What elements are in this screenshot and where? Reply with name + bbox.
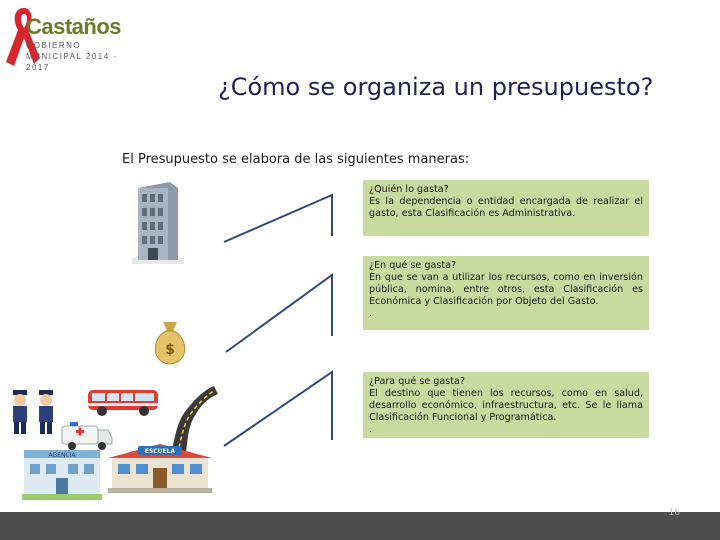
classification-question: ¿Quién lo gasta?: [369, 184, 449, 195]
connector-line-2: [226, 275, 332, 352]
connector-line-3: [224, 372, 332, 446]
classification-box-administrativa: [363, 180, 649, 236]
classification-dot: .: [369, 424, 373, 435]
school-sign: ESCUELA: [144, 448, 176, 455]
page-subtitle: El Presupuesto se elabora de las siguientes maneras:: [122, 152, 470, 167]
classification-text: En que se van a utilizar los recursos, como en inversión pública, nomina, entre otros, esta Clasificación es Económica y Clasificación por Objeto del Gasto.: [369, 272, 643, 307]
footer-bar: [0, 512, 720, 540]
connector-line-1: [224, 195, 332, 242]
classification-dot: .: [369, 308, 373, 319]
classification-question: ¿Para qué se gasta?: [369, 376, 465, 387]
hospital-sign: AGENCIA: [48, 452, 76, 459]
page-number: 16: [668, 508, 680, 518]
classification-box-funcional: [363, 372, 649, 438]
police-officers-icon: [8, 386, 60, 436]
classification-question: ¿En qué se gasta?: [369, 260, 457, 271]
money-bag-icon: [146, 318, 194, 368]
classification-text: El destino que tienen los recursos, como en salud, desarrollo económico, infraestructura, etc. Se le llama Clasificación Funcional y Programática.: [369, 388, 643, 423]
office-building-icon: [130, 180, 186, 266]
logo-tagline: GOBIERNO MUNICIPAL 2014 - 2017: [26, 41, 118, 72]
logo-brand: Castaños: [26, 14, 122, 39]
classification-text: Es la dependencia o entidad encargada de realizar el gasto, esta Clasificación es Administrativa.: [369, 196, 643, 219]
page-title: ¿Cómo se organiza un presupuesto?: [218, 73, 654, 101]
hospital-building-icon: [22, 444, 102, 500]
classification-box-economica: [363, 256, 649, 330]
school-building-icon: [102, 442, 218, 494]
money-bag-symbol: $: [165, 342, 175, 358]
